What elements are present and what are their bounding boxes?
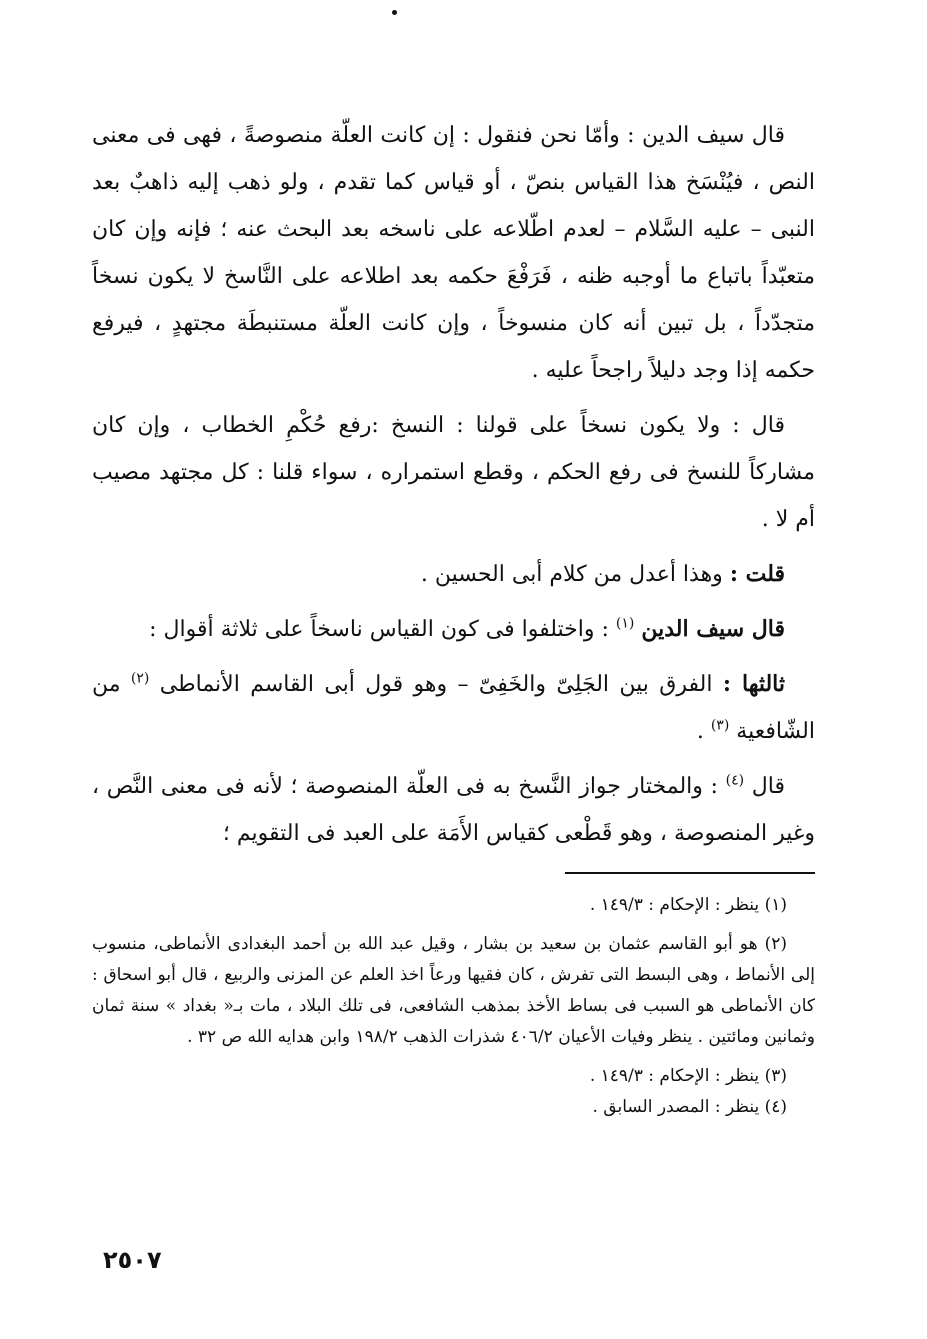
page-number: ٢٥٠٧ bbox=[103, 1246, 162, 1274]
footnote-ref-1[interactable]: (١) bbox=[615, 615, 635, 632]
paragraph-6-text: : والمختار جواز النَّسخ به فى العلّة المنصوصة ؛ لأنه فى معنى النَّص ، وغير المنصوصة ، وهو قَطْعى كقياس الأَمَة على العبد فى التقويم ؛ bbox=[92, 774, 815, 846]
main-text bbox=[92, 112, 815, 857]
top-mark bbox=[392, 10, 397, 15]
paragraph-5-lead: ثالثها : bbox=[722, 671, 786, 697]
paragraph-4-text: : واختلفوا فى كون القياس ناسخاً على ثلاثة أقوال : bbox=[149, 617, 616, 642]
footnote-ref-4[interactable]: (٤) bbox=[725, 772, 745, 789]
paragraph-6-lead: قال bbox=[751, 774, 785, 799]
paragraph-5-text: الفرق بين الجَلِىّ والخَفِىّ – وهو قول أبى القاسم الأنماطى bbox=[159, 672, 723, 697]
footnote-1: (١) ينظر : الإحكام : ١٤٩/٣ . bbox=[589, 895, 787, 915]
paragraph-3-lead: قلت : bbox=[729, 561, 785, 587]
paragraph-3 bbox=[92, 551, 815, 598]
paragraph-5-text-2: من الشّافعية bbox=[92, 672, 815, 744]
paragraph-5-end: . bbox=[696, 719, 711, 744]
footnote-4: (٤) ينظر : المصدر السابق . bbox=[592, 1097, 787, 1117]
paragraph-5 bbox=[92, 661, 815, 755]
footnote-3: (٣) ينظر : الإحكام : ١٤٩/٣ . bbox=[589, 1066, 787, 1086]
footnote-2: (٢) هو أبو القاسم عثمان بن سعيد بن بشار ، وقيل عبد الله بن أحمد البغدادى الأنماطى، منسوب إلى الأنماط ، وهى البسط التى تفرش ، كان فقيها ورعاً اخذ العلم عن المزنى والربيع ، قال أبو اسحاق : كان الأنماطى هو السبب فى بساط الأخذ بمذهب الشافعى، فى تلك البلاد ، مات بـ« بغداد » سنة ثمان وثمانين ومائتين . ينظر وفيات الأعيان ٤٠٦/٢ شذرات الذهب ١٩٨/٢ وابن هدايه الله ص ٣٢ . bbox=[92, 934, 815, 1047]
paragraph-4 bbox=[92, 606, 815, 653]
paragraph-2: قال : ولا يكون نسخاً على قولنا : النسخ :رفع حُكْمِ الخطاب ، وإن كان مشاركاً للنسخ فى رفع الحكم ، وقطع استمراره ، سواء قلنا : كل مجتهد مصيب أم لا . bbox=[92, 413, 815, 532]
paragraph-1: قال سيف الدين : وأمّا نحن فنقول : إن كانت العلّة منصوصةً ، فهى فى معنى النص ، فيُنْسَخ هذا القياس بنصّ ، أو قياس كما تقدم ، ولو ذهب إليه ذاهبٌ بعد النبى – عليه السَّلام – لعدم اطّلاعه على ناسخه بعد البحث عنه ؛ فإنه وإن كان متعبّداً باتباع ما أوجبه ظنه ، فَرَفْعَ حكمه بعد اطلاعه على النَّاسخ لا يكون نسخاً متجدّداً ، بل تبين أنه كان منسوخاً ، وإن كانت العلّة مستنبطَة مجتهدٍ ، فيرفع حكمه إذا وجد دليلاً راجحاً عليه . bbox=[92, 123, 815, 383]
paragraph-4-lead: قال سيف الدين bbox=[641, 616, 785, 642]
footnote-ref-2[interactable]: (٢) bbox=[130, 670, 150, 687]
footnote-separator bbox=[565, 872, 815, 874]
footnotes bbox=[92, 890, 815, 1123]
footnote-ref-3[interactable]: (٣) bbox=[710, 717, 730, 734]
paragraph-6 bbox=[92, 763, 815, 857]
paragraph-3-text: وهذا أعدل من كلام أبى الحسين . bbox=[420, 562, 730, 587]
